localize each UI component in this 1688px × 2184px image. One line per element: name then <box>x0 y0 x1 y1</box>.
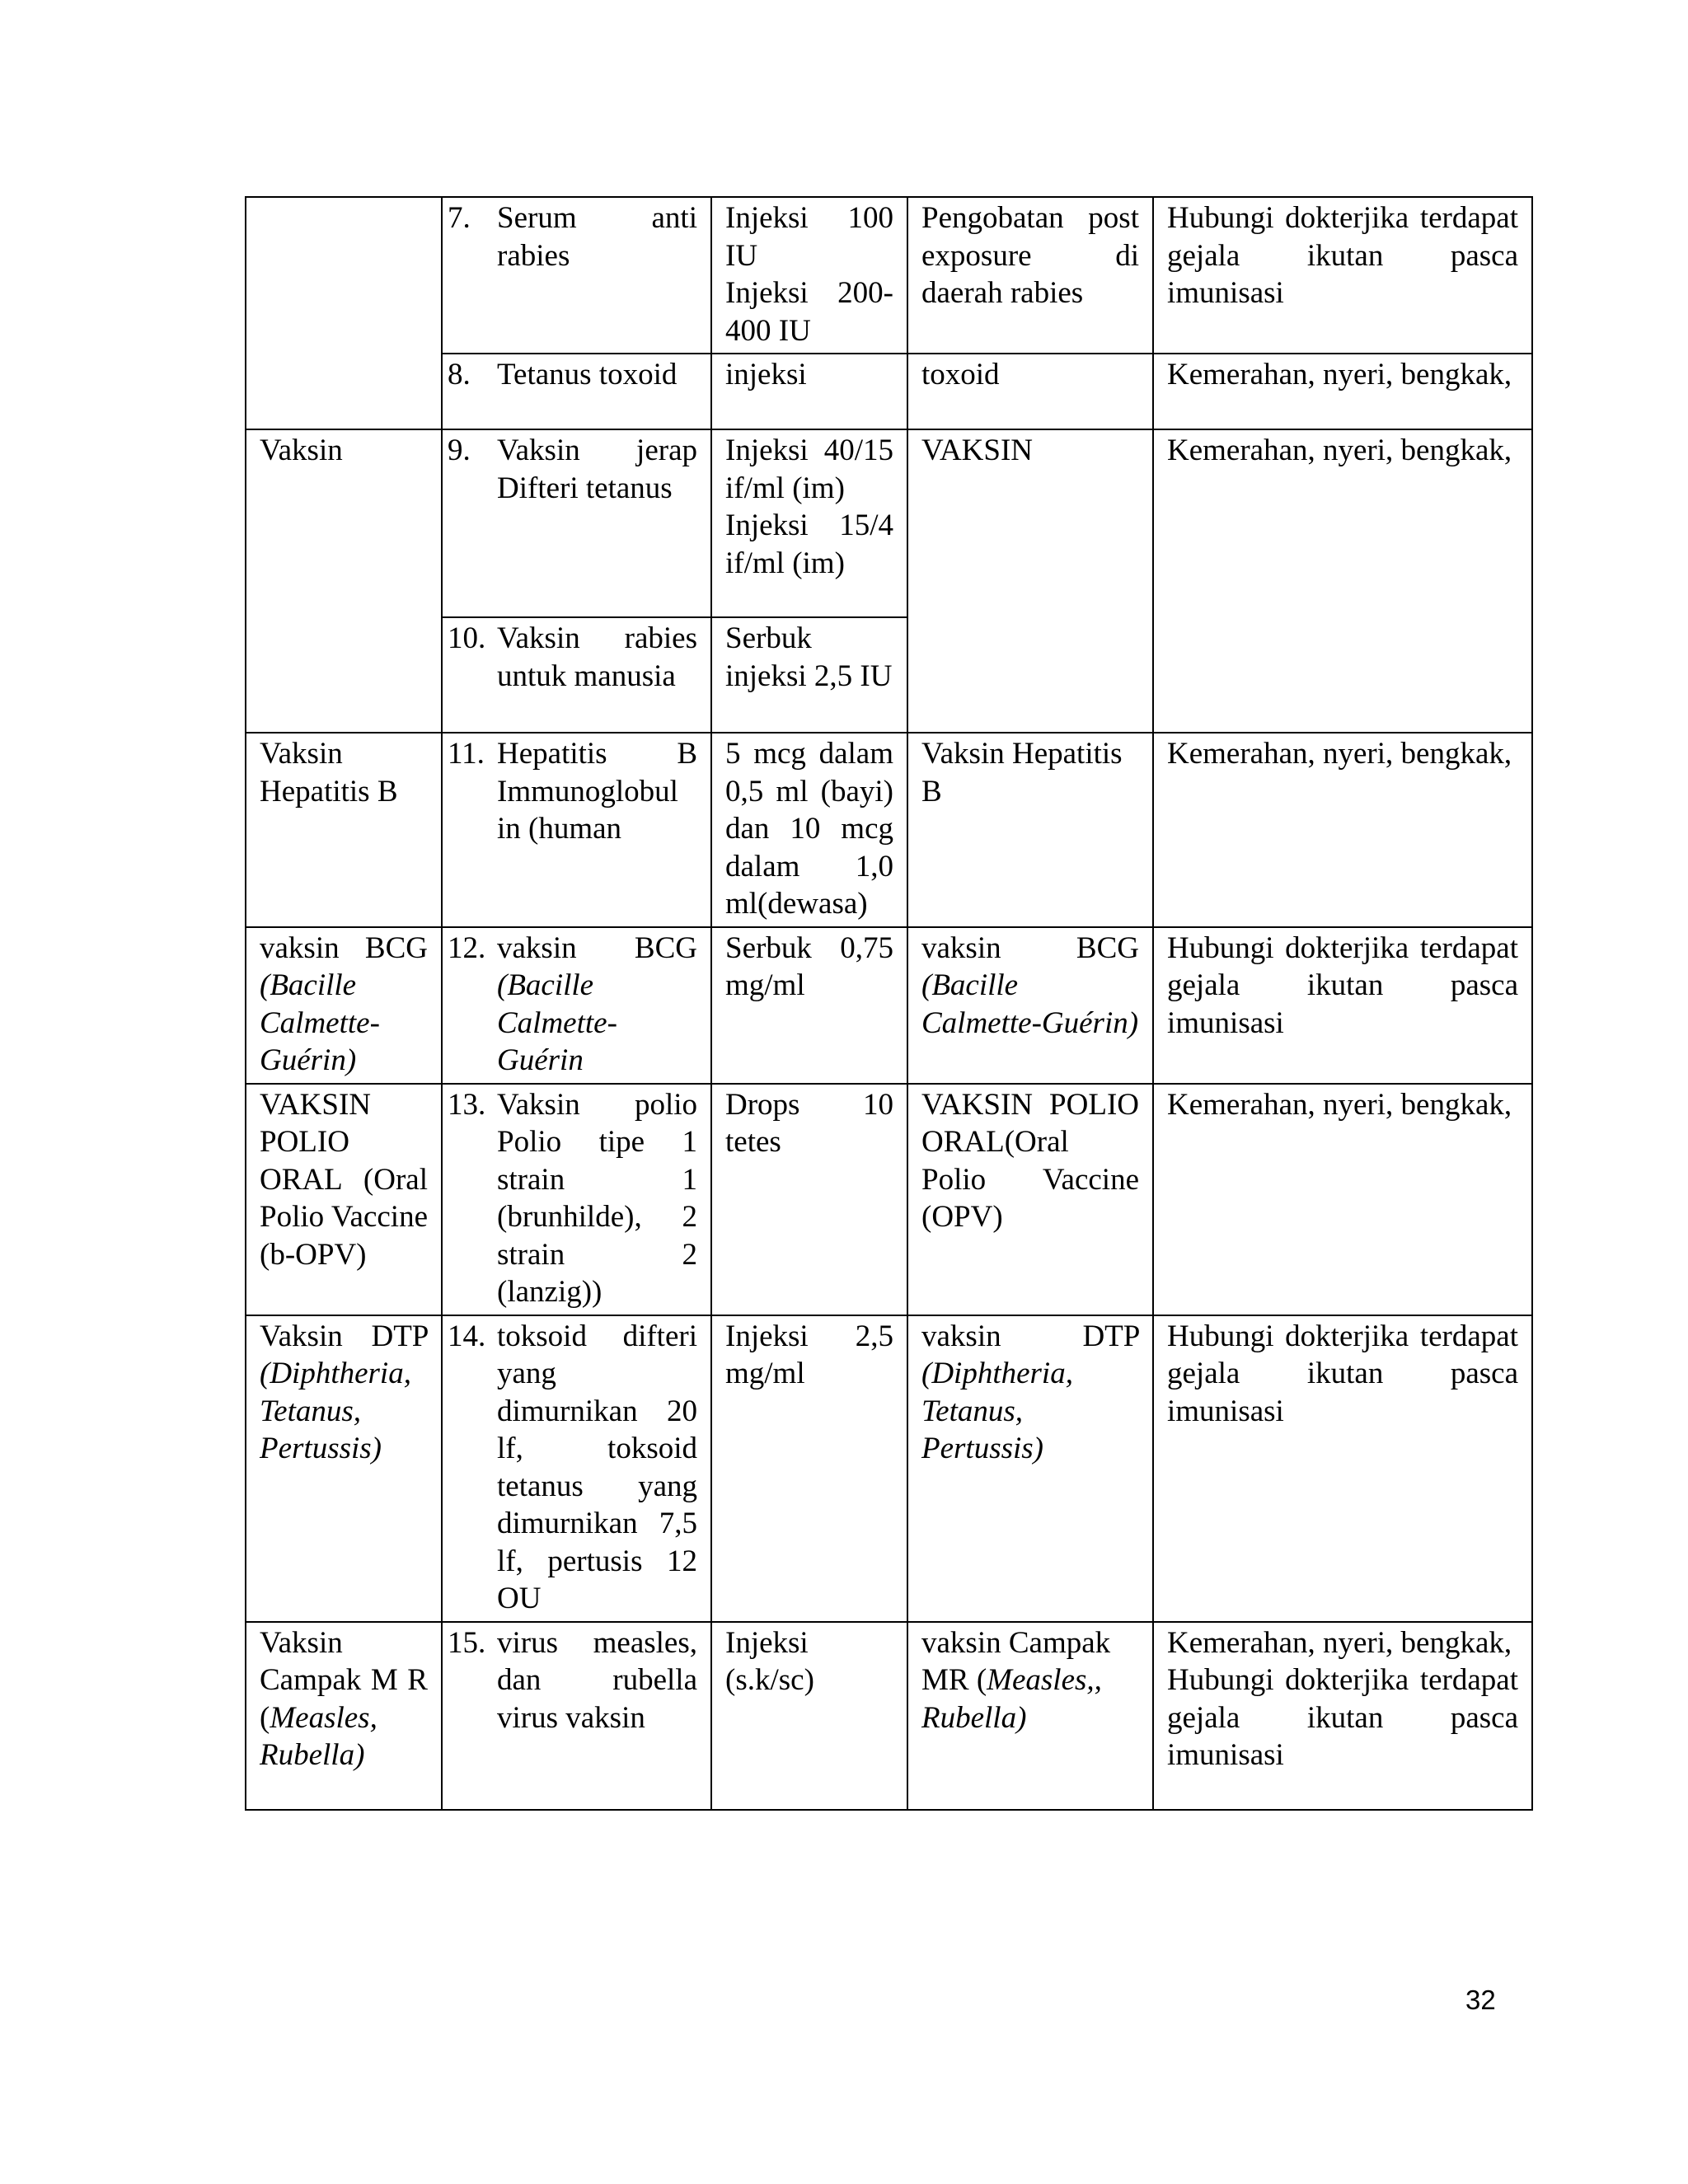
table-row <box>246 1622 1532 1810</box>
category-cell: Vaksin Hepatitis B <box>246 733 442 927</box>
item-number: 13. <box>448 1087 486 1122</box>
effect-cell <box>1153 1622 1532 1810</box>
category-latin-name: Measles, Rubella) <box>260 1700 377 1772</box>
name-cell <box>442 1622 711 1810</box>
dose-text: Injeksi 100 IU <box>725 201 893 273</box>
name-cell <box>442 927 711 1084</box>
indication-cell <box>907 1315 1153 1622</box>
indication-name: vaksin BCG <box>921 930 1139 965</box>
dose-cell: Injeksi (s.k/sc) <box>711 1622 907 1810</box>
dose-cell: Serbuk 0,75 mg/ml <box>711 927 907 1084</box>
category-name: Vaksin DTP <box>260 1319 428 1353</box>
effect-text: Hubungi dokterjika terdapat gejala ikutan pasca imunisasi <box>1167 1663 1518 1772</box>
item-name-group <box>497 930 697 1080</box>
dose-cell: Injeksi 2,5 mg/ml <box>711 1315 907 1622</box>
dose-cell <box>711 429 907 617</box>
category-cell: Vaksin <box>246 429 442 733</box>
page-number: 32 <box>1465 1985 1496 2015</box>
item-number: 12. <box>448 930 486 965</box>
name-cell <box>442 733 711 927</box>
category-cell <box>246 1315 442 1622</box>
dose-cell <box>711 197 907 354</box>
effect-cell: Hubungi dokterjika terdapat gejala ikutan pasca imunisasi <box>1153 197 1532 354</box>
dose-cell: injeksi <box>711 354 907 429</box>
item-number: 11. <box>448 737 485 771</box>
item-number: 10. <box>448 621 486 655</box>
dose-cell: Drops 10 tetes <box>711 1084 907 1315</box>
indication-cell: VAKSIN <box>907 429 1153 733</box>
category-cell: VAKSIN POLIO ORAL (Oral Polio Vaccine (b-OPV) <box>246 1084 442 1315</box>
item-name: Vaksin polio Polio tipe 1 strain 1 (brunhilde), 2 strain 2 (lanzig)) <box>497 1087 697 1309</box>
item-name: Tetanus toxoid <box>497 358 678 391</box>
item-name: Vaksin jerap Difteri tetanus <box>497 434 697 505</box>
indication-latin-name: (Diphtheria, Tetanus, Pertussis) <box>921 1357 1073 1465</box>
category-name: vaksin BCG <box>260 930 428 965</box>
name-cell <box>442 429 711 617</box>
vaccine-table <box>245 196 1533 1811</box>
indication-cell: Pengobatan post exposure di daerah rabies <box>907 197 1153 354</box>
effect-text: Kemerahan, nyeri, bengkak, <box>1167 1625 1512 1660</box>
category-latin-name: (Bacille Calmette-Guérin) <box>260 968 380 1077</box>
effect-cell: Kemerahan, nyeri, bengkak, <box>1153 733 1532 927</box>
indication-cell: toxoid <box>907 354 1153 429</box>
effect-cell: Kemerahan, nyeri, bengkak, <box>1153 354 1532 429</box>
name-cell <box>442 197 711 354</box>
name-cell <box>442 1315 711 1622</box>
indication-latin-name: Measles,, Rubella) <box>921 1663 1102 1735</box>
effect-cell: Kemerahan, nyeri, bengkak, <box>1153 429 1532 733</box>
table-row <box>246 733 1532 927</box>
item-latin-name: (Bacille Calmette-Guérin <box>497 968 617 1077</box>
category-name: Vaksin Campak M R ( <box>260 1625 428 1735</box>
dose-text: Injeksi 40/15 if/ml (im) <box>725 434 893 505</box>
category-cell <box>246 197 442 429</box>
category-latin-name: (Diphtheria, Tetanus, Pertussis) <box>260 1357 411 1465</box>
item-number: 15. <box>448 1625 486 1660</box>
dose-cell: Serbuk injeksi 2,5 IU <box>711 617 907 733</box>
item-number: 8. <box>448 358 471 391</box>
effect-cell: Hubungi dokterjika terdapat gejala ikutan pasca imunisasi <box>1153 927 1532 1084</box>
indication-cell: Vaksin Hepatitis B <box>907 733 1153 927</box>
table-row <box>246 1084 1532 1315</box>
item-number: 14. <box>448 1319 486 1353</box>
item-number: 9. <box>448 434 471 467</box>
item-name: virus measles, dan rubella virus vaksin <box>497 1625 697 1735</box>
table-row <box>246 927 1532 1084</box>
item-name: toksoid difteri yang dimurnikan 20 lf, toksoid tetanus yang dimurnikan 7,5 lf, pertusis 12 OU <box>497 1319 697 1615</box>
effect-cell: Hubungi dokterjika terdapat gejala ikutan pasca imunisasi <box>1153 1315 1532 1622</box>
table-row <box>246 1315 1532 1622</box>
item-name: vaksin BCG <box>497 930 697 965</box>
effect-cell: Kemerahan, nyeri, bengkak, <box>1153 1084 1532 1315</box>
indication-cell <box>907 1622 1153 1810</box>
item-name: Serum anti rabies <box>497 201 697 273</box>
dose-text: Injeksi 15/4 if/ml (im) <box>725 509 893 580</box>
table-row <box>246 197 1532 354</box>
indication-cell: VAKSIN POLIO ORAL(Oral Polio Vaccine (OPV) <box>907 1084 1153 1315</box>
item-name: Hepatitis B Immunoglobul in (human <box>497 737 697 846</box>
name-cell <box>442 1084 711 1315</box>
indication-name: vaksin Campak MR ( <box>921 1625 1111 1697</box>
category-cell <box>246 927 442 1084</box>
indication-name: vaksin DTP <box>921 1319 1139 1353</box>
indication-cell <box>907 927 1153 1084</box>
category-cell <box>246 1622 442 1810</box>
item-number: 7. <box>448 201 471 235</box>
indication-latin-name: (Bacille Calmette-Guérin) <box>921 968 1139 1040</box>
dose-text: Injeksi 200-400 IU <box>725 276 893 348</box>
name-cell <box>442 617 711 733</box>
name-cell <box>442 354 711 429</box>
item-name: Vaksin rabies untuk manusia <box>497 621 697 693</box>
dose-cell: 5 mcg dalam 0,5 ml (bayi) dan 10 mcg dalam 1,0 ml(dewasa) <box>711 733 907 927</box>
table-row <box>246 429 1532 617</box>
